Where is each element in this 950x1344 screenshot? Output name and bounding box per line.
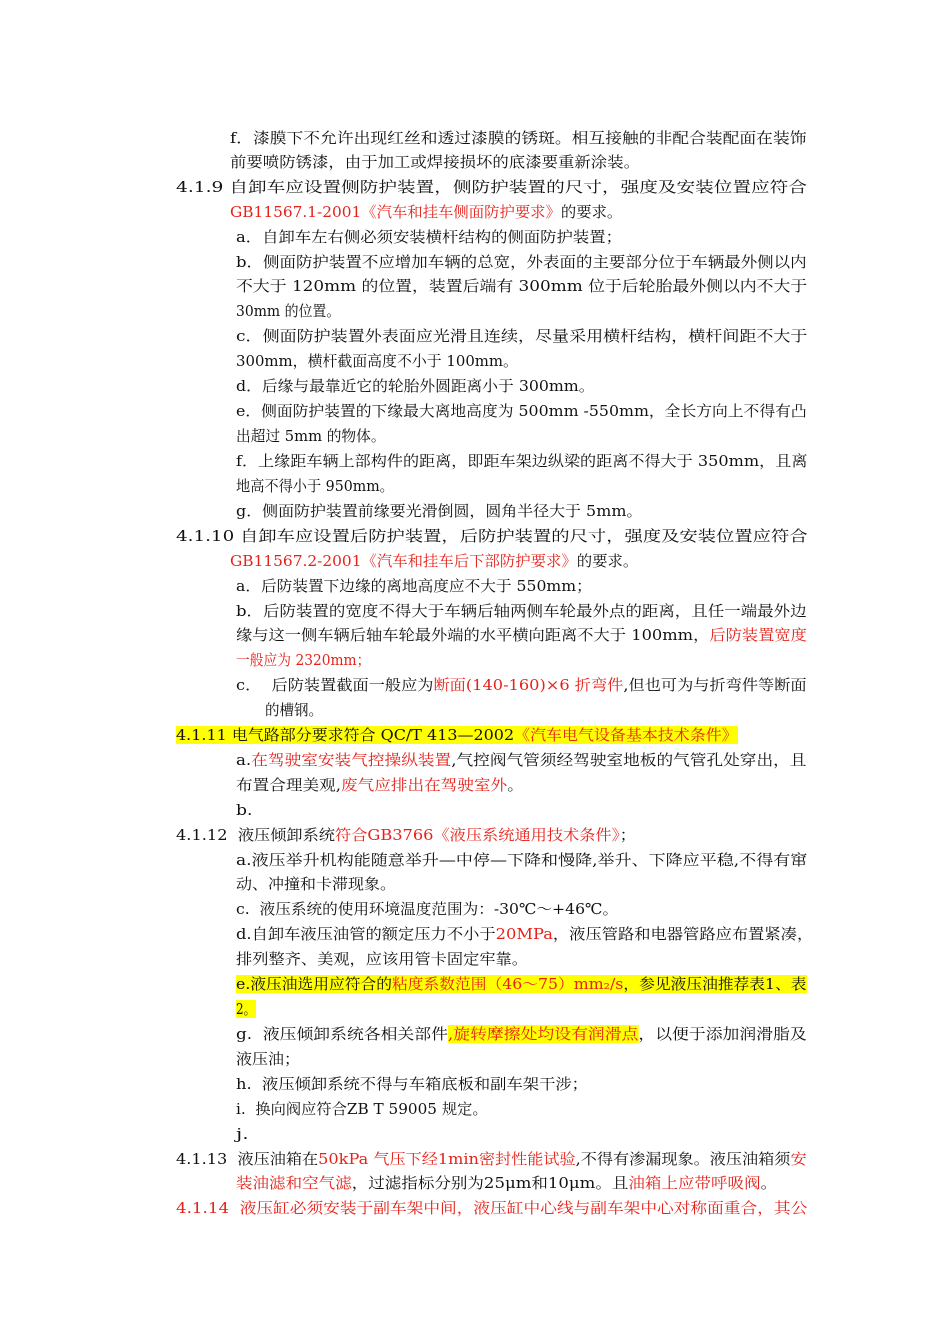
text-run: 装油滤和空气滤	[236, 1174, 352, 1192]
text-line	[236, 1023, 807, 1045]
text-run: a.	[236, 751, 252, 769]
text-run: 在驾驶室安装气控操纵装置	[251, 751, 452, 769]
text-line	[236, 1048, 300, 1070]
text-line	[230, 550, 638, 572]
text-run: 4.1.12 液压倾卸系统	[176, 826, 336, 844]
text-run: ；	[619, 826, 636, 844]
text-run: 50kPa 气压下经1min密封性能试验	[318, 1150, 576, 1168]
text-run: 断面(140-160)×6 折弯件	[433, 676, 624, 694]
text-run: 的要求。	[576, 552, 639, 570]
text-run: c. 液压系统的使用环境温度范围为：-30℃～+46℃。	[236, 900, 619, 918]
text-run: 油箱上应带呼吸阀	[628, 1174, 761, 1192]
text-run: 的要求。	[560, 203, 623, 221]
text-run: 前要喷防锈漆，由于加工或焊接损坏的底漆要重新涂装。	[230, 153, 641, 171]
text-run: 。	[760, 1174, 778, 1192]
text-line	[236, 649, 370, 671]
text-run: a.液压举升机构能随意举升—中停—下降和慢降,举升、下降应平稳,不得有窜	[236, 851, 808, 869]
text-line	[236, 575, 592, 597]
text-run: 缘与这一侧车辆后轴车轮最外端的水平横向距离不大于 100mm，	[236, 626, 710, 644]
text-line	[236, 450, 807, 472]
text-line	[176, 176, 807, 198]
text-line	[176, 724, 738, 746]
text-run: 不大于 120mm 的位置，装置后端有 300mm 位于后轮胎最外侧以内不大于	[236, 277, 808, 295]
text-line	[236, 425, 386, 447]
text-run: 废气应排出在驾驶室外	[340, 776, 508, 794]
text-line	[236, 1172, 777, 1194]
text-line	[236, 998, 256, 1020]
text-run: c．侧面防护装置外表面应光滑且连续，尽量采用横杆结构，横杆间距不大于	[236, 327, 808, 345]
text-line	[236, 375, 594, 397]
text-run: e.液压油选用应符合的	[236, 975, 393, 993]
text-run: 安	[790, 1150, 807, 1168]
text-run: h. 液压倾卸系统不得与车箱底板和副车架干涉；	[236, 1075, 588, 1093]
text-run: e．侧面防护装置的下缘最大离地高度为 500mm -550mm，全长方向上不得有凸	[236, 402, 807, 420]
text-line	[236, 300, 340, 322]
text-run: b．后防装置的宽度不得大于车辆后轴两侧车轮最外点的距离，且任一端最外边	[236, 602, 807, 620]
text-line	[265, 699, 323, 721]
text-run: f．上缘距车辆上部构件的距离，即距车架边纵梁的距离不得大于 350mm，且离	[236, 452, 808, 470]
text-line	[230, 151, 640, 173]
text-line	[236, 973, 807, 995]
text-run: f．漆膜下不允许出现红丝和透过漆膜的锈斑。相互接触的非配合装配面在装饰	[230, 129, 807, 147]
text-run: 粘度系数范围（46～75）mm₂/s	[392, 975, 624, 993]
text-run: 一般应为 2320mm；	[236, 651, 371, 669]
text-run: 《汽车电气设备基本技术条件》	[514, 726, 738, 744]
text-line	[230, 127, 807, 149]
text-run: ,气控阀气管须经驾驶室地板的气管孔处穿出，且	[451, 751, 807, 769]
text-run: j.	[236, 1125, 249, 1143]
text-run: 4.1.9 自卸车应设置侧防护装置，侧防护装置的尺寸，强度及安装位置应符合	[176, 178, 807, 196]
text-run: 4.1.13 液压油箱在	[176, 1150, 319, 1168]
text-run: 出超过 5mm 的物体。	[236, 427, 386, 445]
text-run: i. 换向阀应符合ZB T 59005 规定。	[236, 1100, 488, 1118]
text-run: c． 后防装置截面一般应为	[236, 676, 434, 694]
text-run: 。	[507, 776, 524, 794]
text-run: a．自卸车左右侧必须安装横杆结构的侧面防护装置；	[236, 228, 622, 246]
text-line	[236, 1123, 249, 1145]
text-run: GB11567.2-2001《汽车和挂车后下部防护要求》	[230, 552, 577, 570]
text-run: ，以便于添加润滑脂及	[638, 1025, 807, 1043]
text-line	[236, 624, 807, 646]
text-run: 的槽钢。	[265, 701, 324, 719]
text-run: ,但也可为与折弯件等断面	[623, 676, 807, 694]
text-line	[236, 475, 394, 497]
text-line	[236, 799, 252, 821]
text-run: 液压油；	[236, 1050, 301, 1068]
text-run: d.自卸车液压油管的额定压力不小于	[236, 925, 496, 943]
text-run: g. 液压倾卸系统各相关部件	[236, 1025, 448, 1043]
text-line	[236, 1098, 488, 1120]
text-line	[236, 898, 618, 920]
text-run: ,旋转摩擦处均设有润滑点	[447, 1025, 639, 1043]
text-run: 4.1.14 液压缸必须安装于副车架中间，液压缸中心线与副车架中心对称面重合，其公	[176, 1199, 808, 1217]
text-run: ，参见液压油推荐表1、表	[623, 975, 807, 993]
text-run: 地高不得小于 950mm。	[236, 477, 394, 495]
text-line	[236, 1073, 588, 1095]
text-line	[236, 226, 622, 248]
text-run: 4.1.11 电气路部分要求符合 QC/T 413—2002	[176, 726, 515, 744]
text-line	[236, 923, 813, 945]
text-run: ，过滤指标分别为25μm和10μm。且	[351, 1174, 629, 1192]
text-line	[176, 525, 808, 547]
text-run: 2。	[236, 1000, 256, 1018]
text-line	[236, 275, 807, 297]
text-run: d．后缘与最靠近它的轮胎外圆距离小于 300mm。	[236, 377, 595, 395]
text-run: 20MPa	[495, 925, 553, 943]
text-line	[236, 600, 807, 622]
text-line	[236, 325, 807, 347]
text-run: 排列整齐、美观，应该用管卡固定牢靠。	[236, 950, 529, 968]
text-run: 4.1.10 自卸车应设置后防护装置，后防护装置的尺寸，强度及安装位置应符合	[176, 527, 808, 545]
text-line	[236, 774, 524, 796]
text-run: ,不得有渗漏现象。液压油箱须	[575, 1150, 791, 1168]
text-run: GB11567.1-2001《汽车和挂车侧面防护要求》	[230, 203, 561, 221]
text-line	[236, 749, 806, 771]
text-line	[236, 948, 528, 970]
text-line	[236, 849, 807, 871]
text-line	[236, 350, 518, 372]
text-run: a．后防装置下边缘的离地高度应不大于 550mm；	[236, 577, 592, 595]
text-line	[236, 400, 807, 422]
text-line	[236, 873, 396, 895]
text-run: 符合GB3766《液压系统通用技术条件》	[335, 826, 620, 844]
text-run: 布置合理美观,	[236, 776, 341, 794]
text-run: g．侧面防护装置前缘要光滑倒圆，圆角半径大于 5mm。	[236, 502, 643, 520]
text-run: ，液压管路和电器管路应布置紧凑，	[552, 925, 814, 943]
text-line	[176, 824, 636, 846]
text-line	[230, 201, 622, 223]
text-line	[236, 251, 807, 273]
text-line	[176, 1148, 807, 1170]
text-run: b．侧面防护装置不应增加车辆的总宽，外表面的主要部分位于车辆最外侧以内	[236, 253, 807, 271]
text-run: 动、冲撞和卡滞现象。	[236, 875, 397, 893]
text-run: 300mm，横杆截面高度不小于 100mm。	[236, 352, 518, 370]
text-run: 30mm 的位置。	[236, 302, 341, 320]
text-line	[236, 500, 642, 522]
text-line	[236, 674, 807, 696]
text-run: b.	[236, 801, 253, 819]
text-line	[176, 1197, 807, 1219]
text-run: 后防装置宽度	[709, 626, 807, 644]
